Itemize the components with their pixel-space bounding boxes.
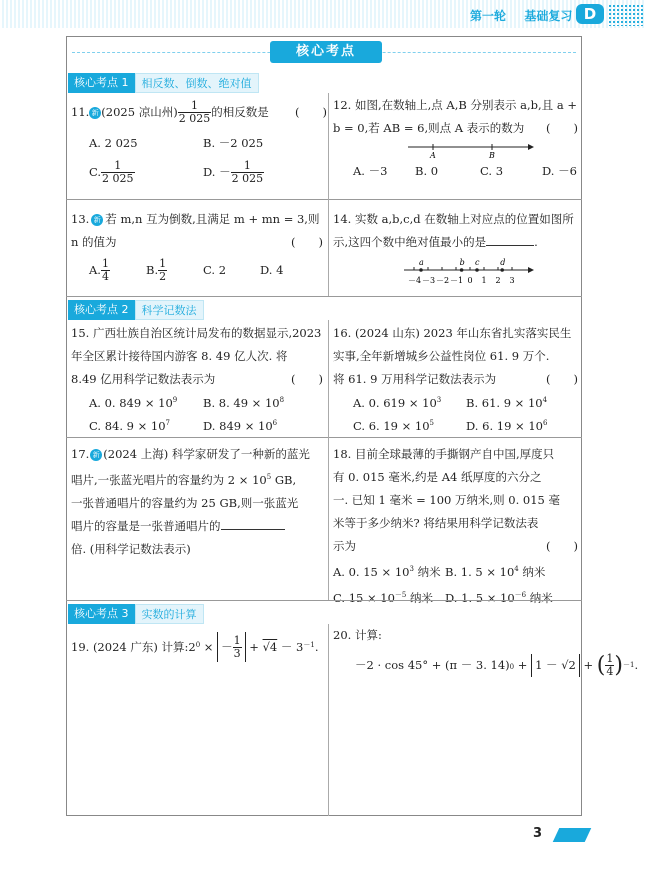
header-round: 第一轮: [470, 9, 507, 23]
q12-option-d: D. －6: [542, 164, 577, 178]
question-14: 14. 实数 a,b,c,d 在数轴上对应点的位置如图所 示,这四个数中绝对值最小的是 .: [333, 212, 574, 249]
point-label-d: d: [500, 258, 506, 267]
point-b: [460, 268, 464, 272]
question-16: 16. (2024 山东) 2023 年山东省扎实落实民生 实事,全年新增城乡公益性岗位 61. 9 万个. 将 61. 9 万用科学记数法表示为 ( ): [333, 326, 578, 386]
row-divider: [66, 600, 582, 601]
section-label: 核心考点 2: [68, 300, 135, 320]
q11-option-c: C. $\frac{1}{2 025}$: [89, 159, 134, 185]
q16-option-c: C. 6. $19 \times 10^5$: [353, 418, 435, 433]
q16-option-d: D. 6. $19 \times 10^6$: [466, 418, 548, 433]
question-20-expression: －2 · cos 45° + (π － 3. 14) 0 + 1 － √2 + ( $\frac{1}{4}$ ) －1 .: [355, 652, 639, 678]
section-name: 相反数、倒数、绝对值: [135, 73, 259, 93]
tick-label: －2: [436, 276, 450, 285]
row-divider: [66, 296, 582, 297]
tick-label: －1: [450, 276, 464, 285]
page-corner-tab: [553, 828, 592, 842]
q12-option-b: B. 0: [415, 164, 439, 178]
q13-option-c: C. 2: [203, 263, 227, 277]
column-divider: [328, 624, 329, 816]
q15-option-a: A. 0. $849 \times 10^9$: [89, 395, 178, 410]
header-chapter: [470, 7, 572, 24]
answer-blank: [221, 529, 285, 530]
point-label-a: a: [419, 258, 424, 267]
page-title: 核心考点: [270, 41, 382, 63]
question-12: 12. 如图,在数轴上,点 A,B 分别表示 a,b,且 a + b = 0,若 AB = 6,则点 A 表示的数为 ( ): [333, 98, 578, 135]
page-number: 3: [533, 826, 543, 841]
q13-option-d: D. 4: [260, 263, 284, 277]
section-3-header: [68, 604, 204, 624]
tick-label: 2: [495, 276, 501, 285]
row-divider: [66, 199, 582, 200]
question-20-title: 20. 计算:: [333, 628, 382, 642]
tick-label: 0: [467, 276, 473, 285]
q12-option-c: C. 3: [480, 164, 504, 178]
column-divider: [328, 437, 329, 600]
header-dots: [608, 4, 644, 26]
row-divider: [66, 437, 582, 438]
question-18: 18. 目前全球最薄的手撕钢产自中国,厚度只 有 0. 015 毫米,约是 A4 纸厚度的六分之 一. 已知 1 毫米 = 100 万纳米,则 0. 015 毫 米等于多少纳米? 将结果用科学记数法表 示为 ( ) A. 0. $15 \times 10^3$ 纳米 B. 1. $5 \times 10^4$ 纳米 C. $15 \times 10^{-5}$ 纳米 D. 1. $5 \times 10^{-6}$ 纳米: [333, 443, 578, 610]
q13-option-a: A. $\frac{1}{4}$: [89, 257, 109, 283]
q11-option-b: B. －2 025: [203, 136, 264, 150]
q16-option-a: A. 0. $619 \times 10^3$: [353, 395, 442, 410]
point-label-b: b: [459, 258, 465, 267]
q12-number-line: [400, 138, 535, 160]
answer-blank: [486, 245, 534, 246]
tick-label: －3: [422, 276, 436, 285]
section-label: 核心考点 3: [68, 604, 135, 624]
tick-label: －4: [408, 276, 422, 285]
question-13: 13. 新 若 m,n 互为倒数,且满足 m + mn = 3,则 n 的值为 ( ): [71, 212, 323, 249]
point-d: [500, 268, 504, 272]
column-divider: [328, 320, 329, 437]
q13-option-b: B. $\frac{1}{2}$: [146, 257, 167, 283]
tick-label: 3: [509, 276, 515, 285]
q18-option-d: D. 1. $5 \times 10^{-6}$ 纳米: [445, 590, 553, 605]
q14-number-line: [400, 256, 540, 288]
q12-option-a: A. －3: [353, 164, 388, 178]
section-name: 科学记数法: [135, 300, 204, 320]
question-17: 17. 新 (2024 上海) 科学家研发了一种新的蓝光 唱片,一张蓝光唱片的容量约为 $2 \times 10^5$ GB, 一张普通唱片的容量约为 25 GB,则一张蓝光 唱片的容量是一张普通唱片的 倍. (用科学记数法表示): [71, 447, 310, 556]
question-11: 11. 新 (2025 凉山州) $\frac{1}{2 025}$ 的相反数是 ( ): [71, 99, 327, 125]
q15-option-d: D. $849 \times 10^6$: [203, 418, 278, 433]
column-divider: [328, 93, 329, 199]
section-name: 实数的计算: [135, 604, 204, 624]
q16-option-b: B. 61. $9 \times 10^4$: [466, 395, 548, 410]
header-review: 基础复习: [524, 9, 573, 23]
q11-option-d: D. － $\frac{1}{2 025}$: [203, 159, 264, 185]
new-badge-icon: 新: [91, 214, 103, 226]
q15-option-c: C. 84. $9 \times 10^7$: [89, 418, 171, 433]
q11-option-a: A. 2 025: [89, 136, 138, 150]
point-label-c: c: [475, 258, 480, 267]
q18-option-b: B. 1. $5 \times 10^4$ 纳米: [445, 564, 546, 579]
header-logo-icon: D: [576, 4, 604, 24]
point-a-label: A: [430, 151, 436, 160]
section-1-header: [68, 73, 259, 93]
section-label: 核心考点 1: [68, 73, 135, 93]
section-2-header: [68, 300, 204, 320]
question-15: 15. 广西壮族自治区统计局发布的数据显示,2023 年全区累计接待国内游客 8. 49 亿人次. 将 8.49 亿用科学记数法表示为 ( ): [71, 326, 323, 386]
point-b-label: B: [489, 151, 495, 160]
tick-label: 1: [481, 276, 487, 285]
new-badge-icon: 新: [90, 449, 102, 461]
point-c: [475, 268, 479, 272]
question-19: 19. (2024 广东) 计算:2 0 × － $\frac{1}{3}$ + √4 － 3 －1 .: [71, 632, 325, 662]
q18-option-a: A. 0. $15 \times 10^3$ 纳米: [333, 564, 441, 579]
column-divider: [328, 199, 329, 296]
q18-option-c: C. $15 \times 10^{-5}$ 纳米: [333, 590, 434, 605]
point-a: [419, 268, 423, 272]
q15-option-b: B. 8. $49 \times 10^8$: [203, 395, 285, 410]
new-badge-icon: 新: [89, 107, 101, 119]
